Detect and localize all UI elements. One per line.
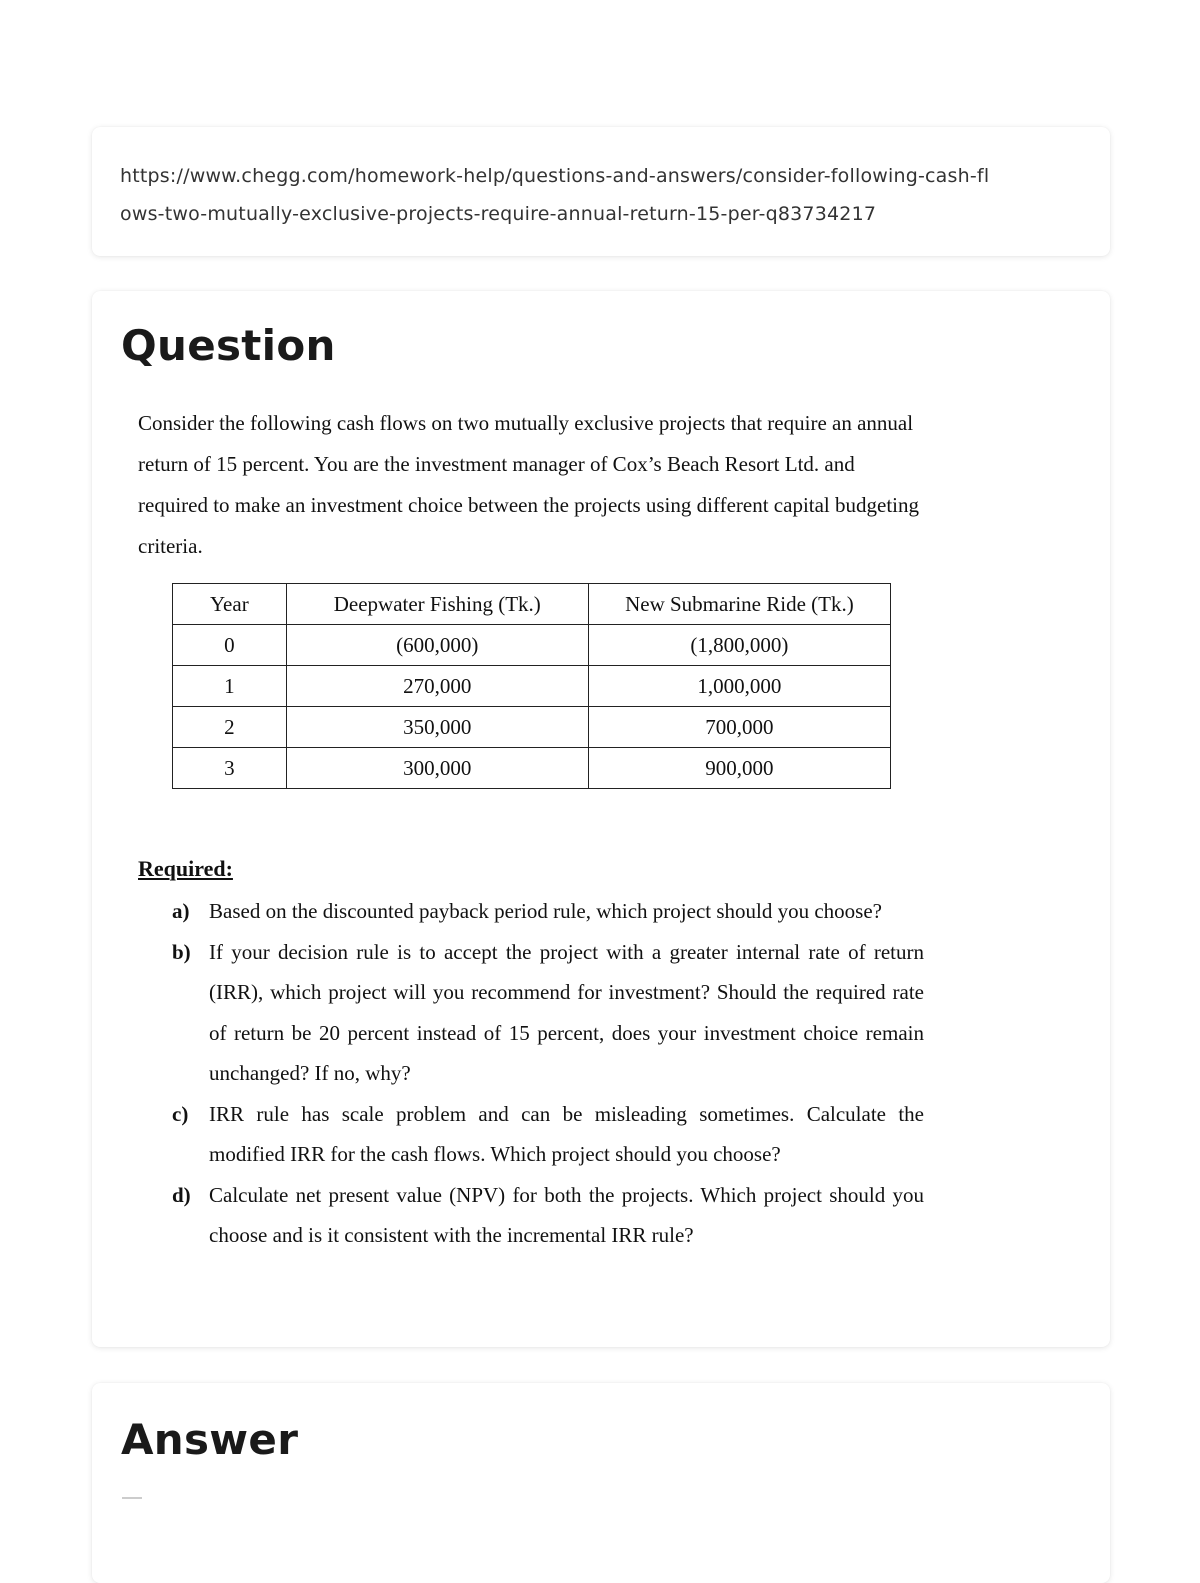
required-heading: Required: xyxy=(138,856,233,881)
table-row xyxy=(173,707,891,748)
answer-title: Answer xyxy=(121,1415,299,1464)
answer-content-start xyxy=(122,1497,142,1499)
table-cell-submarine: 700,000 xyxy=(588,707,890,748)
table-cell-year: 0 xyxy=(173,625,287,666)
table-row xyxy=(173,625,891,666)
question-intro: Consider the following cash flows on two mutually exclusive projects that require an annual return of 15 percent. You are the investment manager of Cox’s Beach Resort Ltd. and required to make an investment choice between the projects using different capital budgeting criteria. xyxy=(138,411,920,558)
list-item xyxy=(172,1175,924,1256)
required-list xyxy=(172,891,924,1256)
table-cell-year: 3 xyxy=(173,748,287,789)
list-item-letter: b) xyxy=(172,939,191,964)
table-cell-submarine: 1,000,000 xyxy=(588,666,890,707)
source-url-card xyxy=(92,127,1110,256)
list-item-text: If your decision rule is to accept the project with a greater internal rate of return (IRR), which project will you recommend for investment? Should the required rate of return be 20 percent instead of 15 percent, does your investment choice remain unchanged? If no, why? xyxy=(209,939,924,1085)
list-item-text: Based on the discounted payback period rule, which project should you choose? xyxy=(209,899,882,923)
question-title: Question xyxy=(121,321,336,370)
list-item xyxy=(172,891,924,932)
list-item-text: IRR rule has scale problem and can be misleading sometimes. Calculate the modified IRR for the cash flows. Which project should you choose? xyxy=(209,1101,924,1166)
table-cell-submarine: (1,800,000) xyxy=(588,625,890,666)
table-cell-deepwater: 270,000 xyxy=(286,666,588,707)
source-url-line-1: https://www.chegg.com/homework-help/questions-and-answers/consider-following-cash-fl xyxy=(120,165,990,187)
list-item-text: Calculate net present value (NPV) for both the projects. Which project should you choose and is it consistent with the incremental IRR rule? xyxy=(209,1182,924,1247)
table-cell-year: 2 xyxy=(173,707,287,748)
list-item-letter: d) xyxy=(172,1182,191,1207)
list-item-letter: a) xyxy=(172,899,190,923)
source-url[interactable] xyxy=(120,157,1080,233)
question-card xyxy=(92,291,1110,1347)
list-item-letter: c) xyxy=(172,1101,189,1126)
list-item xyxy=(172,1094,924,1175)
list-item xyxy=(172,932,924,1094)
table-cell-deepwater: 350,000 xyxy=(286,707,588,748)
table-header-deepwater: Deepwater Fishing (Tk.) xyxy=(286,584,588,625)
table-cell-year: 1 xyxy=(173,666,287,707)
table-cell-submarine: 900,000 xyxy=(588,748,890,789)
answer-card xyxy=(92,1383,1110,1583)
table-header-row xyxy=(173,584,891,625)
source-url-line-2: ows-two-mutually-exclusive-projects-require-annual-return-15-per-q83734217 xyxy=(120,203,877,225)
table-cell-deepwater: (600,000) xyxy=(286,625,588,666)
table-header-submarine: New Submarine Ride (Tk.) xyxy=(588,584,890,625)
table-header-year: Year xyxy=(173,584,287,625)
table-row xyxy=(173,748,891,789)
table-row xyxy=(173,666,891,707)
table-cell-deepwater: 300,000 xyxy=(286,748,588,789)
cash-flow-table xyxy=(172,583,891,789)
